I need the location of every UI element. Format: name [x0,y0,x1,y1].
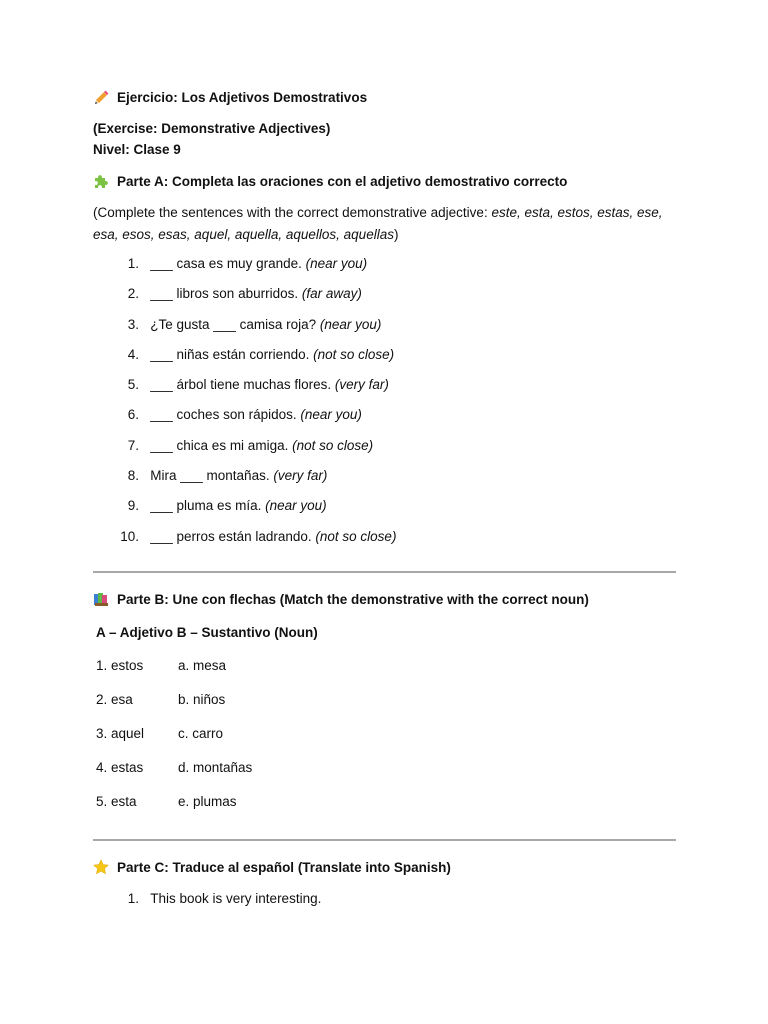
item-hint: (not so close) [292,437,374,453]
item-hint: (very far) [273,468,328,484]
list-item [93,284,396,314]
instruction-suffix: ) [393,227,399,242]
item-hint: (near you) [305,256,368,271]
item-text: ¿Te gusta ___ camisa roja? [150,316,317,332]
item-number: 4. [127,346,139,362]
item-text: ___ casa es muy grande. [150,256,302,271]
pencil-icon [93,89,109,105]
match-noun: c. carro [178,726,224,741]
list-item [93,496,396,526]
instruction-options: este, esta, estos, estas, ese, esa, esos, esas, aquel, aquella, aquellos, aquellas [93,205,663,242]
match-noun: a. mesa [178,658,227,673]
item-number: 9. [127,498,139,514]
item-hint: (near you) [300,407,362,423]
worksheet-title: Ejercicio: Los Adjetivos Demostrativos [117,90,368,105]
item-number: 6. [127,407,139,423]
match-adjective: 5. esta [96,794,137,809]
list-item [93,889,321,919]
item-number: 1. [127,891,139,906]
part-a-heading-row [93,173,567,191]
item-number: 2. [127,286,139,302]
match-noun: d. montañas [178,760,253,775]
worksheet-subtitle: (Exercise: Demonstrative Adjectives) [93,121,331,136]
match-adjective: 1. estos [96,658,144,673]
list-item [93,345,396,375]
part-c-list [93,889,321,919]
list-item [93,254,396,284]
item-text: ___ pluma es mía. [150,498,262,514]
worksheet-title-row [93,89,367,107]
item-hint: (not so close) [313,346,395,362]
match-adjective: 4. estas [96,760,144,775]
item-text: ___ coches son rápidos. [150,407,297,423]
list-item [93,527,396,557]
list-item [93,375,396,405]
books-icon [93,591,109,607]
part-c-heading-row [93,859,451,877]
match-noun: e. plumas [178,794,237,809]
match-row [96,725,223,743]
part-c-heading: Parte C: Traduce al español (Translate into Spanish) [117,860,451,875]
item-hint: (very far) [334,377,389,393]
match-adjective: 3. aquel [96,726,145,741]
match-adjective: 2. esa [96,692,133,707]
list-item [93,405,396,435]
section-divider [93,839,676,841]
item-number: 7. [127,437,139,453]
list-item [93,315,396,345]
match-row [96,793,237,811]
part-a-list [93,254,396,557]
part-b-columns-header: A – Adjetivo B – Sustantivo (Noun) [96,625,318,640]
item-hint: (near you) [265,498,327,514]
item-text: ___ chica es mi amiga. [150,437,289,453]
item-text: ___ libros son aburridos. [150,286,299,302]
part-a-heading: Parte A: Completa las oraciones con el adjetivo demostrativo correcto [117,174,568,189]
match-noun: b. niños [178,692,226,707]
item-hint: (near you) [319,316,382,332]
item-text: Mira ___ montañas. [150,468,270,484]
part-a-instruction [93,202,673,246]
item-number: 3. [127,316,139,332]
item-hint: (far away) [301,286,362,302]
instruction-prefix: (Complete the sentences with the correct demonstrative adjective: [93,205,492,220]
star-icon [93,859,109,875]
worksheet-level: Nivel: Clase 9 [93,142,181,157]
list-item [93,466,396,496]
item-number: 8. [127,468,139,484]
match-row [96,691,225,709]
item-text: ___ niñas están corriendo. [150,346,310,362]
part-b-heading-row [93,591,589,609]
item-text: ___ árbol tiene muchas flores. [150,377,332,393]
match-row [96,759,252,777]
item-text: This book is very interesting. [150,891,322,906]
item-text: ___ perros están ladrando. [150,528,312,544]
part-b-heading: Parte B: Une con flechas (Match the demonstrative with the correct noun) [117,592,589,607]
item-number: 1. [127,256,139,271]
match-row [96,657,226,675]
item-hint: (not so close) [315,528,397,544]
puzzle-piece-icon [93,173,109,189]
list-item [93,436,396,466]
item-number: 5. [127,377,139,393]
section-divider [93,571,676,573]
item-number: 10. [120,528,139,544]
